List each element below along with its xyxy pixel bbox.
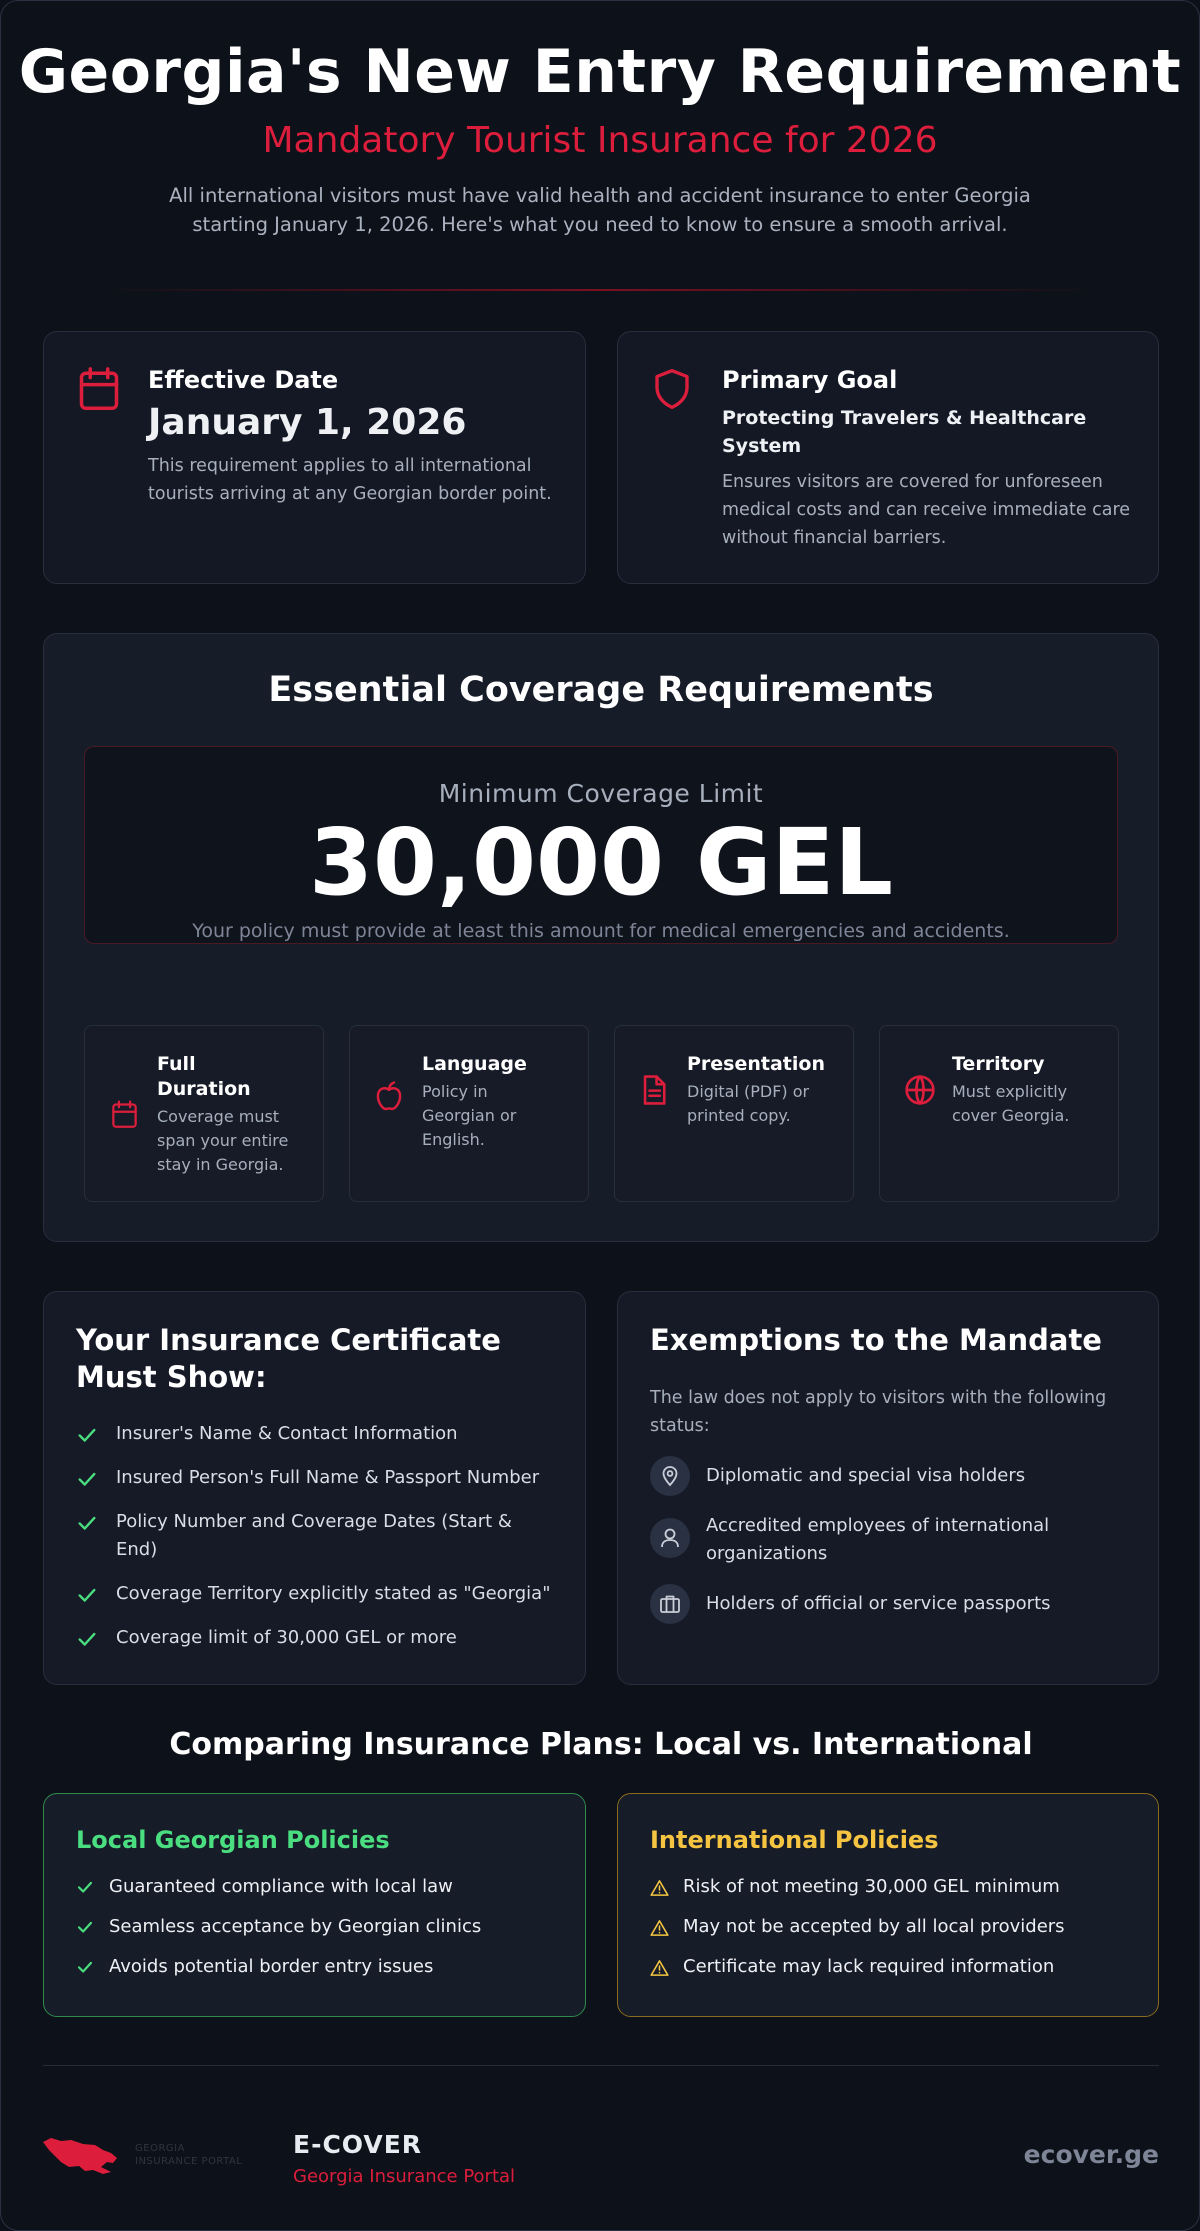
location-pin-icon — [650, 1456, 690, 1496]
coverage-limit-label: Minimum Coverage Limit — [438, 779, 764, 808]
exemptions-card — [617, 1291, 1159, 1685]
logo-text: GEORGIA INSURANCE PORTAL — [135, 2143, 243, 2167]
globe-icon — [904, 1074, 936, 1110]
check-icon — [76, 1424, 98, 1446]
list-item — [76, 1580, 556, 1624]
primary-goal-sub: Protecting Travelers & Healthcare System — [722, 407, 1087, 457]
feature-desc: Digital (PDF) or printed copy. — [687, 1082, 810, 1125]
feature-desc: Coverage must span your entire stay in Georgia. — [157, 1107, 289, 1174]
feature-card-territory — [879, 1025, 1119, 1202]
list-item — [76, 1420, 556, 1464]
feature-title: Presentation — [687, 1053, 825, 1075]
shield-icon — [652, 366, 692, 412]
list-item-text: Policy Number and Coverage Dates (Start & End) — [116, 1511, 512, 1560]
international-policies-title: International Policies — [650, 1826, 939, 1854]
header-divider — [100, 289, 1100, 291]
check-icon — [76, 1628, 98, 1650]
warning-icon — [650, 1959, 669, 1977]
list-item — [76, 1464, 556, 1508]
feature-desc: Policy in Georgian or English. — [422, 1082, 517, 1149]
list-item-text: Insured Person's Full Name & Passport Number — [116, 1467, 540, 1488]
calendar-icon — [111, 1100, 138, 1133]
primary-goal-label: Primary Goal — [722, 366, 898, 394]
effective-date-desc: This requirement applies to all international tourists arriving at any Georgian border point. — [148, 456, 552, 504]
page-title: Georgia's New Entry Requirement — [18, 37, 1182, 107]
list-item — [76, 1914, 556, 1954]
certificate-list — [76, 1420, 556, 1668]
list-item-text: Certificate may lack required information — [683, 1956, 1055, 1977]
list-item — [76, 1624, 556, 1668]
certificate-card — [43, 1291, 586, 1685]
list-item-text: Coverage limit of 30,000 GEL or more — [116, 1627, 457, 1648]
coverage-limit-note: Your policy must provide at least this amount for medical emergencies and accidents. — [192, 920, 1010, 942]
check-icon — [76, 1512, 98, 1534]
document-icon — [641, 1074, 667, 1110]
coverage-section — [43, 633, 1159, 1242]
effective-date-card — [43, 331, 586, 584]
exemption-text: Diplomatic and special visa holders — [706, 1465, 1026, 1486]
list-item — [76, 1508, 556, 1580]
check-icon — [76, 1958, 94, 1976]
certificate-title: Your Insurance Certificate Must Show: — [76, 1323, 501, 1394]
warning-icon — [650, 1879, 669, 1897]
effective-date-label: Effective Date — [148, 366, 339, 394]
comparison-title: Comparing Insurance Plans: Local vs. International — [169, 1727, 1033, 1762]
effective-date-value: January 1, 2026 — [148, 402, 467, 443]
check-icon — [76, 1878, 94, 1896]
list-item-text: Risk of not meeting 30,000 GEL minimum — [683, 1876, 1060, 1897]
list-item — [76, 1954, 556, 1994]
feature-title: Territory — [952, 1053, 1045, 1075]
list-item — [76, 1874, 556, 1914]
local-policies-card — [43, 1793, 586, 2017]
exemption-text: Accredited employees of international organizations — [706, 1515, 1050, 1564]
georgia-map-logo — [41, 2136, 121, 2180]
page-subtitle: Mandatory Tourist Insurance for 2026 — [262, 120, 938, 161]
list-item-text: Insurer's Name & Contact Information — [116, 1423, 458, 1444]
exemption-text: Holders of official or service passports — [706, 1593, 1051, 1614]
primary-goal-card — [617, 331, 1159, 584]
footer — [1, 2066, 1200, 2231]
list-item-text: Seamless acceptance by Georgian clinics — [109, 1916, 482, 1937]
list-item-text: Avoids potential border entry issues — [109, 1956, 434, 1977]
footer-tagline: Georgia Insurance Portal — [293, 2166, 516, 2187]
check-icon — [76, 1468, 98, 1490]
warning-icon — [650, 1919, 669, 1937]
feature-card-presentation — [614, 1025, 854, 1202]
local-policies-title: Local Georgian Policies — [76, 1826, 390, 1854]
international-policies-card — [617, 1793, 1159, 2017]
page-header — [1, 1, 1199, 291]
coverage-limit-box — [84, 746, 1118, 944]
exemptions-title: Exemptions to the Mandate — [650, 1323, 1102, 1357]
calendar-icon — [78, 366, 120, 412]
list-item-text: Guaranteed compliance with local law — [109, 1876, 453, 1897]
list-item — [650, 1874, 1130, 1914]
list-item — [650, 1954, 1130, 1994]
footer-site-link[interactable]: ecover.ge — [1023, 2140, 1159, 2169]
feature-card-duration — [84, 1025, 324, 1202]
page-intro: All international visitors must have valid health and accident insurance to enter Georgia starting January 1, 2026. Here's what you need to know to ensure a smooth arrival. — [169, 184, 1031, 236]
list-item-text: May not be accepted by all local providers — [683, 1916, 1065, 1937]
list-item-text: Coverage Territory explicitly stated as "Georgia" — [116, 1583, 551, 1604]
feature-card-language — [349, 1025, 589, 1202]
coverage-title: Essential Coverage Requirements — [268, 670, 934, 710]
exemptions-intro: The law does not apply to visitors with the following status: — [650, 1388, 1107, 1436]
apple-icon — [374, 1080, 404, 1116]
coverage-limit-value: 30,000 GEL — [308, 809, 894, 916]
feature-title: Language — [422, 1053, 527, 1075]
primary-goal-desc: Ensures visitors are covered for unforeseen medical costs and can receive immediate care without financial barriers. — [722, 472, 1131, 548]
briefcase-icon — [650, 1584, 690, 1624]
feature-desc: Must explicitly cover Georgia. — [952, 1082, 1070, 1125]
feature-title: Full Duration — [157, 1053, 251, 1100]
check-icon — [76, 1918, 94, 1936]
international-policies-list — [650, 1874, 1130, 1994]
local-policies-list — [76, 1874, 556, 1994]
check-icon — [76, 1584, 98, 1606]
footer-brand: E-COVER — [293, 2130, 423, 2159]
user-icon — [650, 1518, 690, 1558]
list-item — [650, 1914, 1130, 1954]
